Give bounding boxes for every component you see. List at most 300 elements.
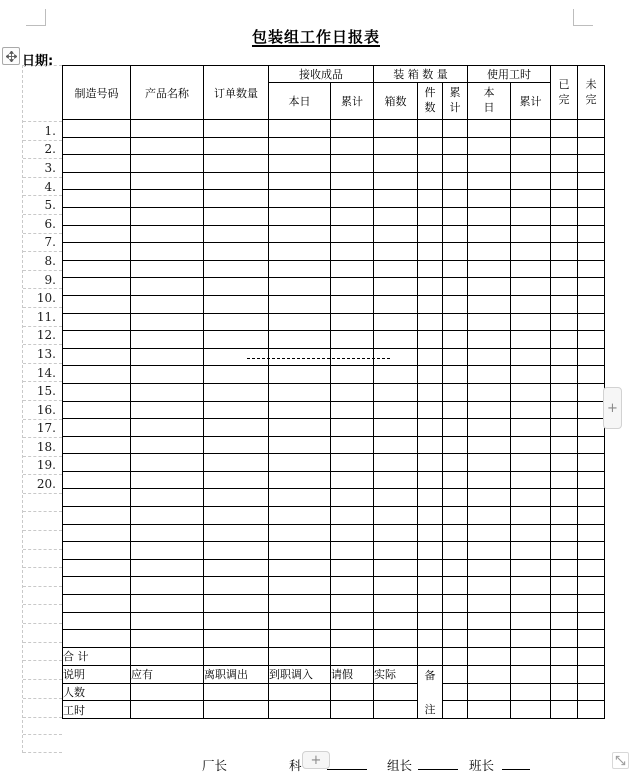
- table-cell[interactable]: [511, 155, 551, 173]
- table-cell[interactable]: [204, 383, 269, 401]
- table-cell[interactable]: [468, 348, 511, 366]
- table-cell[interactable]: [443, 454, 468, 472]
- table-cell[interactable]: [578, 348, 605, 366]
- table-cell[interactable]: [468, 647, 511, 665]
- table-cell[interactable]: [468, 278, 511, 296]
- table-cell[interactable]: [331, 507, 374, 525]
- table-cell[interactable]: [551, 225, 578, 243]
- table-cell[interactable]: [578, 137, 605, 155]
- table-cell[interactable]: [269, 172, 331, 190]
- table-cell[interactable]: [131, 542, 204, 560]
- table-cell[interactable]: [331, 243, 374, 261]
- table-cell[interactable]: [578, 331, 605, 349]
- table-cell[interactable]: [418, 331, 443, 349]
- table-cell[interactable]: [468, 207, 511, 225]
- table-cell[interactable]: [204, 489, 269, 507]
- table-cell[interactable]: [131, 295, 204, 313]
- header-piece-count[interactable]: 件数: [418, 83, 443, 120]
- table-cell[interactable]: [204, 243, 269, 261]
- leave-label-cell[interactable]: 请假: [331, 665, 374, 683]
- table-cell[interactable]: [443, 595, 468, 613]
- table-cell[interactable]: [269, 137, 331, 155]
- table-cell[interactable]: [468, 401, 511, 419]
- table-cell[interactable]: [331, 419, 374, 437]
- table-cell[interactable]: [551, 172, 578, 190]
- table-cell[interactable]: [443, 665, 468, 683]
- table-cell[interactable]: [269, 120, 331, 138]
- table-cell[interactable]: [331, 454, 374, 472]
- table-cell[interactable]: [578, 489, 605, 507]
- table-cell[interactable]: [131, 348, 204, 366]
- table-cell[interactable]: [204, 524, 269, 542]
- table-cell[interactable]: [269, 207, 331, 225]
- table-cell[interactable]: [443, 647, 468, 665]
- table-cell[interactable]: [418, 542, 443, 560]
- table-cell[interactable]: [418, 507, 443, 525]
- table-cell[interactable]: [269, 507, 331, 525]
- table-cell[interactable]: [443, 366, 468, 384]
- table-cell[interactable]: [551, 436, 578, 454]
- table-cell[interactable]: [63, 383, 131, 401]
- table-cell[interactable]: [418, 243, 443, 261]
- table-cell[interactable]: [468, 701, 511, 718]
- table-cell[interactable]: [443, 577, 468, 595]
- table-cell[interactable]: [331, 207, 374, 225]
- table-cell[interactable]: [578, 595, 605, 613]
- table-cell[interactable]: [443, 559, 468, 577]
- table-cell[interactable]: [131, 684, 204, 701]
- table-cell[interactable]: [511, 313, 551, 331]
- table-cell[interactable]: [468, 419, 511, 437]
- table-cell[interactable]: [511, 225, 551, 243]
- table-cell[interactable]: [131, 313, 204, 331]
- table-cell[interactable]: [468, 260, 511, 278]
- table-cell[interactable]: [551, 524, 578, 542]
- table-cell[interactable]: [511, 348, 551, 366]
- transfer-in-label-cell[interactable]: 到职调入: [269, 665, 331, 683]
- table-cell[interactable]: [331, 559, 374, 577]
- table-cell[interactable]: [269, 190, 331, 208]
- table-cell[interactable]: [204, 471, 269, 489]
- table-cell[interactable]: [63, 559, 131, 577]
- table-cell[interactable]: [418, 436, 443, 454]
- table-cell[interactable]: [468, 542, 511, 560]
- table-cell[interactable]: [551, 260, 578, 278]
- table-cell[interactable]: [269, 630, 331, 648]
- table-cell[interactable]: [63, 489, 131, 507]
- table-cell[interactable]: [374, 190, 418, 208]
- add-column-button[interactable]: [603, 387, 622, 429]
- table-cell[interactable]: [374, 471, 418, 489]
- table-cell[interactable]: [374, 489, 418, 507]
- table-cell[interactable]: [443, 524, 468, 542]
- table-cell[interactable]: [551, 331, 578, 349]
- table-cell[interactable]: [443, 701, 468, 718]
- table-cell[interactable]: [551, 647, 578, 665]
- table-cell[interactable]: [511, 419, 551, 437]
- table-cell[interactable]: [551, 471, 578, 489]
- table-cell[interactable]: [63, 207, 131, 225]
- header-hours-today[interactable]: 本日: [468, 83, 511, 120]
- table-resize-handle[interactable]: [612, 752, 629, 769]
- table-cell[interactable]: [443, 225, 468, 243]
- table-cell[interactable]: [578, 207, 605, 225]
- table-cell[interactable]: [63, 278, 131, 296]
- table-cell[interactable]: [374, 542, 418, 560]
- table-cell[interactable]: [131, 489, 204, 507]
- table-cell[interactable]: [331, 383, 374, 401]
- table-cell[interactable]: [551, 383, 578, 401]
- table-cell[interactable]: [204, 436, 269, 454]
- table-move-handle[interactable]: [2, 47, 20, 65]
- table-cell[interactable]: [63, 190, 131, 208]
- table-cell[interactable]: [331, 295, 374, 313]
- table-cell[interactable]: [443, 489, 468, 507]
- table-cell[interactable]: [443, 313, 468, 331]
- table-cell[interactable]: [331, 172, 374, 190]
- table-cell[interactable]: [374, 454, 418, 472]
- table-cell[interactable]: [204, 577, 269, 595]
- table-cell[interactable]: [331, 612, 374, 630]
- table-cell[interactable]: [578, 577, 605, 595]
- table-cell[interactable]: [578, 190, 605, 208]
- table-cell[interactable]: [418, 401, 443, 419]
- table-cell[interactable]: [551, 489, 578, 507]
- table-cell[interactable]: [63, 155, 131, 173]
- table-cell[interactable]: [578, 665, 605, 683]
- table-cell[interactable]: [468, 577, 511, 595]
- header-boxing-group[interactable]: 装 箱 数 量: [374, 66, 468, 83]
- table-cell[interactable]: [551, 542, 578, 560]
- table-cell[interactable]: [418, 190, 443, 208]
- table-cell[interactable]: [63, 331, 131, 349]
- table-cell[interactable]: [511, 684, 551, 701]
- table-cell[interactable]: [331, 331, 374, 349]
- table-cell[interactable]: [578, 401, 605, 419]
- table-cell[interactable]: [511, 190, 551, 208]
- table-cell[interactable]: [551, 630, 578, 648]
- table-cell[interactable]: [418, 278, 443, 296]
- table-cell[interactable]: [63, 401, 131, 419]
- table-cell[interactable]: [374, 559, 418, 577]
- table-cell[interactable]: [551, 612, 578, 630]
- table-cell[interactable]: [468, 295, 511, 313]
- table-cell[interactable]: [418, 225, 443, 243]
- table-cell[interactable]: [331, 524, 374, 542]
- table-cell[interactable]: [578, 630, 605, 648]
- table-cell[interactable]: [551, 595, 578, 613]
- table-cell[interactable]: [131, 225, 204, 243]
- table-cell[interactable]: [443, 207, 468, 225]
- table-cell[interactable]: [511, 137, 551, 155]
- add-row-button[interactable]: [302, 751, 330, 769]
- table-cell[interactable]: [468, 137, 511, 155]
- table-cell[interactable]: [269, 278, 331, 296]
- table-cell[interactable]: [551, 419, 578, 437]
- table-cell[interactable]: [578, 278, 605, 296]
- table-cell[interactable]: [443, 630, 468, 648]
- table-cell[interactable]: [204, 630, 269, 648]
- table-cell[interactable]: [511, 207, 551, 225]
- table-cell[interactable]: [63, 137, 131, 155]
- table-cell[interactable]: [578, 243, 605, 261]
- table-cell[interactable]: [204, 419, 269, 437]
- table-cell[interactable]: [578, 172, 605, 190]
- table-cell[interactable]: [63, 419, 131, 437]
- expected-label-cell[interactable]: 应有: [131, 665, 204, 683]
- table-cell[interactable]: [131, 137, 204, 155]
- table-cell[interactable]: [551, 665, 578, 683]
- table-cell[interactable]: [204, 155, 269, 173]
- header-received-group[interactable]: 接收成品: [269, 66, 374, 83]
- table-cell[interactable]: [443, 419, 468, 437]
- table-cell[interactable]: [511, 612, 551, 630]
- table-cell[interactable]: [204, 207, 269, 225]
- table-cell[interactable]: [331, 137, 374, 155]
- table-cell[interactable]: [374, 701, 418, 718]
- table-cell[interactable]: [374, 331, 418, 349]
- table-cell[interactable]: [443, 172, 468, 190]
- actual-label-cell[interactable]: 实际: [374, 665, 418, 683]
- table-cell[interactable]: [551, 577, 578, 595]
- table-cell[interactable]: [418, 454, 443, 472]
- table-cell[interactable]: [331, 647, 374, 665]
- table-cell[interactable]: [374, 172, 418, 190]
- table-cell[interactable]: [63, 595, 131, 613]
- table-cell[interactable]: [511, 559, 551, 577]
- table-cell[interactable]: [331, 436, 374, 454]
- table-cell[interactable]: [551, 313, 578, 331]
- table-cell[interactable]: [468, 489, 511, 507]
- header-order-qty[interactable]: 订单数量: [204, 66, 269, 120]
- table-cell[interactable]: [269, 684, 331, 701]
- transfer-out-label-cell[interactable]: 离职调出: [204, 665, 269, 683]
- table-cell[interactable]: [131, 577, 204, 595]
- table-cell[interactable]: [269, 454, 331, 472]
- table-cell[interactable]: [551, 507, 578, 525]
- table-cell[interactable]: [468, 436, 511, 454]
- table-cell[interactable]: [269, 295, 331, 313]
- table-cell[interactable]: [418, 612, 443, 630]
- table-cell[interactable]: [63, 260, 131, 278]
- table-cell[interactable]: [204, 684, 269, 701]
- table-cell[interactable]: [374, 507, 418, 525]
- table-cell[interactable]: [468, 507, 511, 525]
- table-cell[interactable]: [131, 120, 204, 138]
- table-cell[interactable]: [468, 524, 511, 542]
- table-cell[interactable]: [418, 172, 443, 190]
- table-cell[interactable]: [418, 366, 443, 384]
- table-cell[interactable]: [269, 471, 331, 489]
- table-cell[interactable]: [374, 577, 418, 595]
- header-product-name[interactable]: 产品名称: [131, 66, 204, 120]
- table-cell[interactable]: [578, 225, 605, 243]
- table-cell[interactable]: [374, 595, 418, 613]
- table-cell[interactable]: [551, 295, 578, 313]
- table-cell[interactable]: [63, 172, 131, 190]
- total-label-cell[interactable]: 合 计: [63, 647, 131, 665]
- table-cell[interactable]: [511, 471, 551, 489]
- table-cell[interactable]: [578, 559, 605, 577]
- table-cell[interactable]: [331, 190, 374, 208]
- table-cell[interactable]: [131, 172, 204, 190]
- table-cell[interactable]: [63, 225, 131, 243]
- table-cell[interactable]: [418, 419, 443, 437]
- table-cell[interactable]: [63, 454, 131, 472]
- table-cell[interactable]: [374, 630, 418, 648]
- table-cell[interactable]: [204, 137, 269, 155]
- table-cell[interactable]: [269, 577, 331, 595]
- table-cell[interactable]: [131, 401, 204, 419]
- table-cell[interactable]: [204, 454, 269, 472]
- table-cell[interactable]: [468, 366, 511, 384]
- table-cell[interactable]: [418, 630, 443, 648]
- table-cell[interactable]: [418, 155, 443, 173]
- table-cell[interactable]: [578, 507, 605, 525]
- table-cell[interactable]: [578, 260, 605, 278]
- table-cell[interactable]: [551, 155, 578, 173]
- table-cell[interactable]: [331, 595, 374, 613]
- table-cell[interactable]: [418, 260, 443, 278]
- table-cell[interactable]: [578, 436, 605, 454]
- table-cell[interactable]: [374, 383, 418, 401]
- table-cell[interactable]: [443, 155, 468, 173]
- table-cell[interactable]: [374, 612, 418, 630]
- table-cell[interactable]: [269, 225, 331, 243]
- table-cell[interactable]: [374, 155, 418, 173]
- table-cell[interactable]: [468, 243, 511, 261]
- table-cell[interactable]: [511, 172, 551, 190]
- table-cell[interactable]: [331, 155, 374, 173]
- table-cell[interactable]: [468, 331, 511, 349]
- table-cell[interactable]: [511, 665, 551, 683]
- table-cell[interactable]: [443, 348, 468, 366]
- table-cell[interactable]: [578, 524, 605, 542]
- table-cell[interactable]: [269, 436, 331, 454]
- table-cell[interactable]: [468, 383, 511, 401]
- table-cell[interactable]: [63, 524, 131, 542]
- table-cell[interactable]: [331, 260, 374, 278]
- table-cell[interactable]: [511, 295, 551, 313]
- table-cell[interactable]: [551, 190, 578, 208]
- table-cell[interactable]: [511, 647, 551, 665]
- table-cell[interactable]: [511, 595, 551, 613]
- note-label-cell[interactable]: 说明: [63, 665, 131, 683]
- table-cell[interactable]: [374, 225, 418, 243]
- table-cell[interactable]: [551, 137, 578, 155]
- table-cell[interactable]: [63, 295, 131, 313]
- table-cell[interactable]: [443, 436, 468, 454]
- table-cell[interactable]: [374, 524, 418, 542]
- table-cell[interactable]: [269, 542, 331, 560]
- table-cell[interactable]: [63, 542, 131, 560]
- table-cell[interactable]: [511, 489, 551, 507]
- table-cell[interactable]: [269, 559, 331, 577]
- workhours-label-cell[interactable]: 工时: [63, 701, 131, 718]
- table-cell[interactable]: [131, 383, 204, 401]
- table-cell[interactable]: [204, 559, 269, 577]
- header-box-count[interactable]: 箱数: [374, 83, 418, 120]
- table-cell[interactable]: [131, 155, 204, 173]
- table-cell[interactable]: [578, 383, 605, 401]
- table-cell[interactable]: [418, 471, 443, 489]
- table-cell[interactable]: [131, 190, 204, 208]
- table-cell[interactable]: [578, 684, 605, 701]
- table-cell[interactable]: [418, 137, 443, 155]
- table-cell[interactable]: [374, 137, 418, 155]
- table-cell[interactable]: [63, 120, 131, 138]
- table-cell[interactable]: [511, 507, 551, 525]
- table-cell[interactable]: [443, 542, 468, 560]
- table-cell[interactable]: [443, 612, 468, 630]
- table-cell[interactable]: [331, 701, 374, 718]
- table-cell[interactable]: [331, 366, 374, 384]
- table-cell[interactable]: [204, 595, 269, 613]
- table-cell[interactable]: [269, 419, 331, 437]
- shift-leader-blank[interactable]: [502, 769, 530, 770]
- table-cell[interactable]: [131, 647, 204, 665]
- header-received-today[interactable]: 本日: [269, 83, 331, 120]
- table-cell[interactable]: [204, 507, 269, 525]
- table-cell[interactable]: [511, 278, 551, 296]
- table-cell[interactable]: [511, 454, 551, 472]
- table-cell[interactable]: [443, 684, 468, 701]
- table-cell[interactable]: [204, 542, 269, 560]
- table-cell[interactable]: [269, 701, 331, 718]
- table-cell[interactable]: [468, 454, 511, 472]
- table-cell[interactable]: [443, 471, 468, 489]
- table-cell[interactable]: [331, 542, 374, 560]
- table-cell[interactable]: [331, 684, 374, 701]
- table-cell[interactable]: [63, 313, 131, 331]
- table-cell[interactable]: [468, 684, 511, 701]
- table-cell[interactable]: [131, 278, 204, 296]
- table-cell[interactable]: [418, 647, 443, 665]
- table-cell[interactable]: [551, 366, 578, 384]
- table-cell[interactable]: [418, 313, 443, 331]
- table-cell[interactable]: [374, 401, 418, 419]
- table-cell[interactable]: [511, 701, 551, 718]
- table-cell[interactable]: [551, 243, 578, 261]
- table-cell[interactable]: [374, 647, 418, 665]
- table-cell[interactable]: [551, 454, 578, 472]
- table-cell[interactable]: [204, 295, 269, 313]
- table-cell[interactable]: [331, 401, 374, 419]
- table-cell[interactable]: [331, 471, 374, 489]
- table-cell[interactable]: [131, 436, 204, 454]
- table-cell[interactable]: [131, 260, 204, 278]
- table-cell[interactable]: [578, 120, 605, 138]
- table-cell[interactable]: [204, 313, 269, 331]
- table-cell[interactable]: [63, 366, 131, 384]
- table-cell[interactable]: [578, 647, 605, 665]
- header-hours-group[interactable]: 使用工时: [468, 66, 551, 83]
- table-cell[interactable]: [418, 524, 443, 542]
- table-cell[interactable]: [468, 225, 511, 243]
- table-cell[interactable]: [468, 471, 511, 489]
- table-cell[interactable]: [269, 612, 331, 630]
- table-cell[interactable]: [63, 436, 131, 454]
- table-cell[interactable]: [204, 701, 269, 718]
- table-cell[interactable]: [578, 612, 605, 630]
- table-cell[interactable]: [131, 419, 204, 437]
- table-cell[interactable]: [131, 243, 204, 261]
- table-cell[interactable]: [418, 383, 443, 401]
- table-cell[interactable]: [511, 260, 551, 278]
- table-cell[interactable]: [551, 701, 578, 718]
- table-cell[interactable]: [204, 120, 269, 138]
- table-cell[interactable]: [551, 684, 578, 701]
